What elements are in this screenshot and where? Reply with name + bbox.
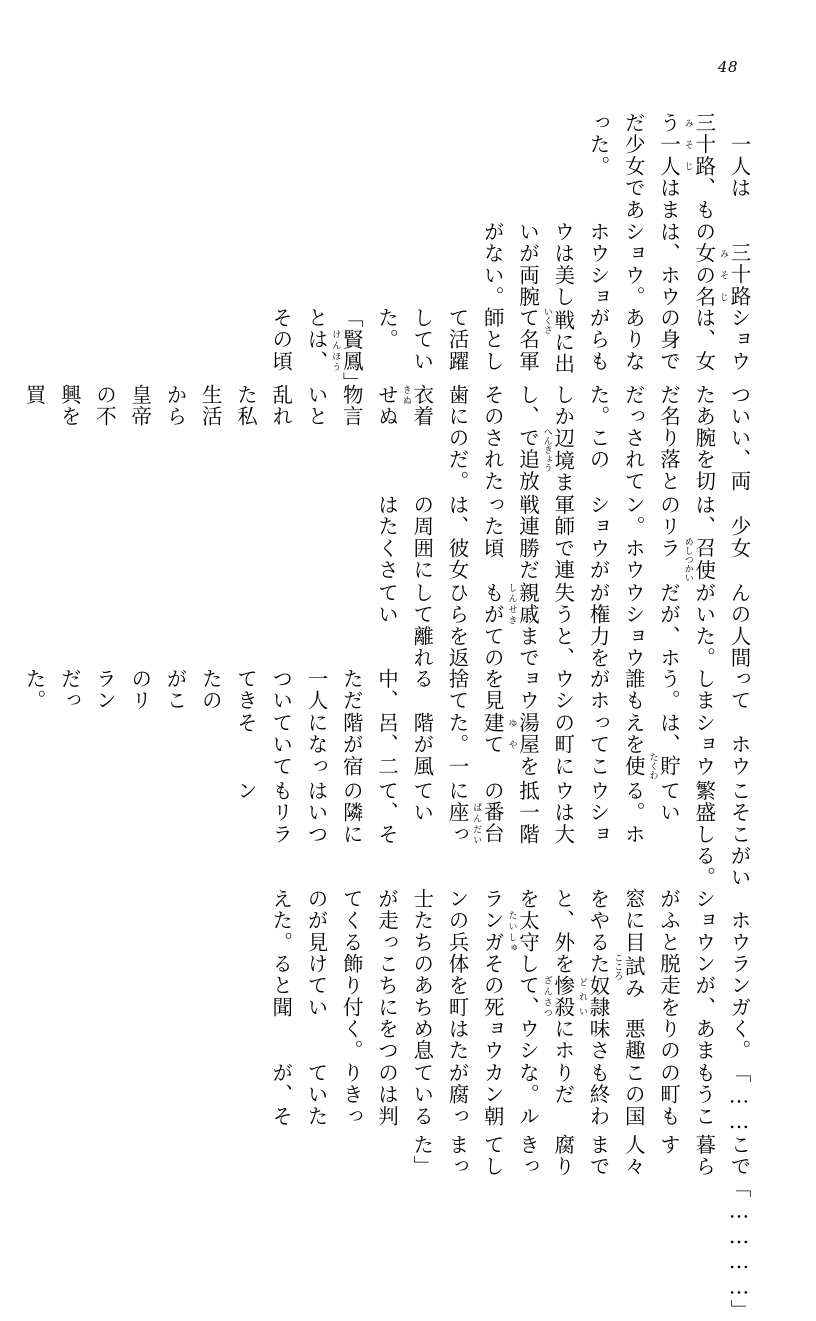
text-column — [263, 1062, 757, 1134]
text-column — [686, 845, 757, 888]
text-column — [263, 953, 757, 1018]
column-text: ってしまう。誰もがホウショウを見捨てる中、ただ一人ついてきたのがこのリランだった。 — [22, 668, 751, 712]
column-text: がいる。 — [691, 844, 751, 889]
column-text: い、両腕を切り落とされてこの辺境へんきょうまで追放されたのだ。 — [445, 427, 751, 494]
text-column — [368, 582, 756, 669]
text-column — [16, 668, 756, 711]
column-text: こそこ繁盛している。ホウショウは大抵一階の番台ばんだいに座っていて、その隣にはいつもリラン — [233, 779, 751, 845]
column-text: こで暮らす人々まで腐りきってしまった」 — [409, 1133, 751, 1178]
column-text: く。あまりの悪趣味さにホウショウはため息をつく。 — [339, 1018, 751, 1062]
text-column — [721, 1177, 756, 1321]
text-column — [227, 712, 756, 780]
column-text: ホウショウは、貯たくわえを使ってこの町に湯屋ゆやを建てた。一階が風呂、二階が宿になっていてそ — [233, 711, 751, 780]
column-text: 三十路みそじの女の名は、ホウショウ。ホウショウは美しいが両腕がない。 — [480, 220, 751, 308]
column-text: 「…………」 — [727, 1177, 751, 1321]
text-column — [368, 494, 756, 582]
column-text: 一人は三十路みそじ、もう一人はまだ少女であった。 — [586, 112, 751, 221]
text-column — [439, 427, 756, 493]
page-number: 48 — [717, 58, 738, 76]
text-column — [16, 384, 756, 427]
text-column — [404, 1134, 757, 1177]
column-text: ホウショウがふと窓に目をやると、外を太守たいしゅランガンの兵士たちが走ってくるのが見えた。 — [268, 888, 751, 954]
text-column — [474, 221, 756, 308]
column-text: ショウは、女の身でありながらも戦いくさに出て名軍師として活躍していた。「賢鳳けんほう」とは、その頃 — [268, 307, 751, 384]
text-column — [333, 1018, 756, 1061]
column-text: んの人間がいた。だが、ホウショウが権力を失うと、親戚しんせきまでもがてのひらを返して離れてい — [374, 581, 751, 669]
text-column — [580, 112, 756, 221]
text-column — [263, 307, 757, 384]
vertical-text-body — [22, 112, 756, 1321]
column-text: 「……もうこの町もこの国も終わりだな。ルカン朝が腐っているのは判りきっていたが、そ — [268, 1061, 751, 1134]
text-column — [263, 888, 757, 953]
column-text: ランガンが、脱走を試こころみた奴隷どれいを惨殺ざんさつして、その死体を町のあちこちに飾り付けていると聞 — [268, 953, 751, 1019]
text-column — [227, 780, 756, 845]
column-text: ついたあだ名だった。しかし、その歯に衣きぬ着せぬ物言いと乱れた私生活から皇帝の不興を買 — [22, 383, 751, 428]
column-text: 少女は、召使めしつかいのリラン。ホウショウが軍師で連戦連勝だった頃は、彼女の周囲にはたくさ — [374, 493, 751, 582]
